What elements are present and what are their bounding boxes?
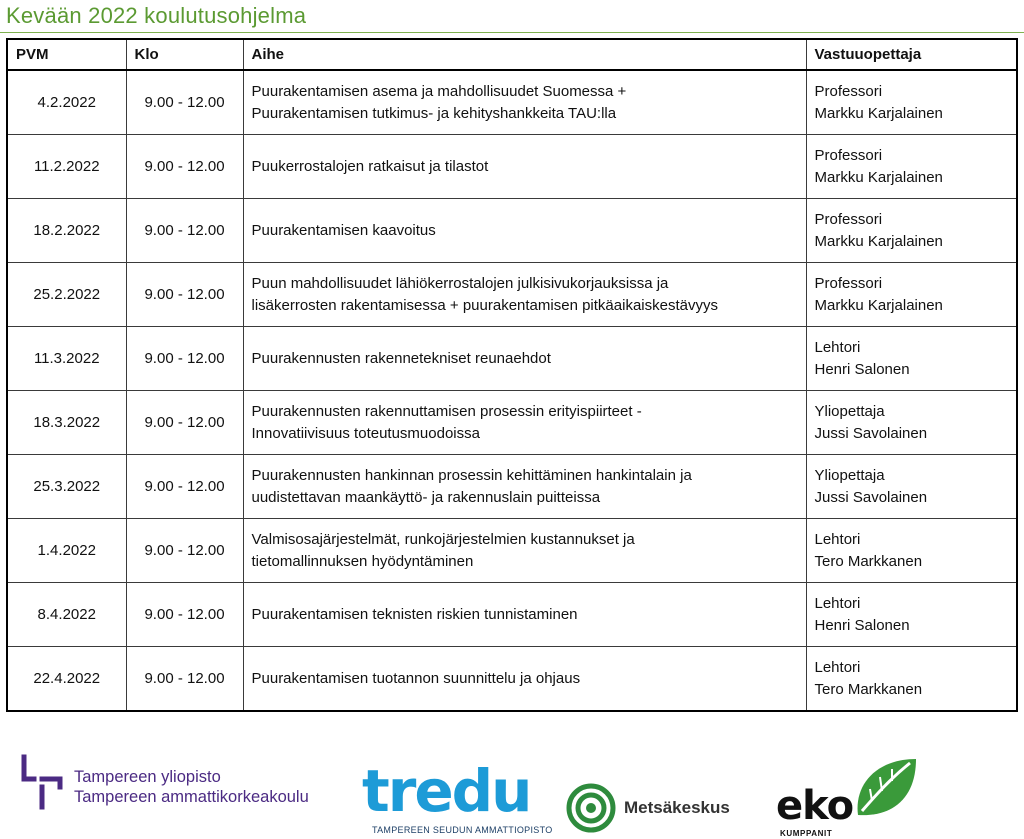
cell-teacher <box>806 199 1017 263</box>
teacher-title: Lehtori <box>814 530 861 548</box>
topic-line: Puurakentamisen kaavoitus <box>251 221 436 239</box>
cell-date: 25.2.2022 <box>7 263 126 327</box>
teacher-title: Professori <box>814 146 883 164</box>
table-row <box>7 647 1017 712</box>
topic-line: Puurakentamisen tuotannon suunnittelu ja ohjaus <box>251 669 581 687</box>
teacher-title: Professori <box>814 274 883 292</box>
table-row <box>7 70 1017 135</box>
header-date: PVM <box>7 39 126 70</box>
cell-teacher <box>806 455 1017 519</box>
teacher-title: Lehtori <box>814 658 861 676</box>
teacher-title: Professori <box>814 210 883 228</box>
cell-time: 9.00 - 12.00 <box>126 327 243 391</box>
title-divider <box>0 32 1024 33</box>
metsakeskus-text: Metsäkeskus <box>624 798 730 817</box>
cell-date: 4.2.2022 <box>7 70 126 135</box>
tredu-wordmark: tredu <box>362 757 531 825</box>
teacher-name: Tero Markkanen <box>814 680 923 698</box>
table-row <box>7 263 1017 327</box>
cell-date: 1.4.2022 <box>7 519 126 583</box>
tuni-line-1: Tampereen yliopisto <box>74 768 221 786</box>
cell-teacher <box>806 519 1017 583</box>
tredu-logo <box>362 757 553 839</box>
topic-line: Puun mahdollisuudet lähiökerrostalojen julkisivukorjauksissa ja <box>251 274 669 292</box>
teacher-name: Markku Karjalainen <box>814 168 943 186</box>
teacher-name: Henri Salonen <box>814 360 910 378</box>
cell-topic <box>243 583 806 647</box>
cell-date: 18.3.2022 <box>7 391 126 455</box>
cell-topic <box>243 391 806 455</box>
cell-teacher <box>806 135 1017 199</box>
topic-line: lisäkerrosten rakentamisessa + puurakentamisen pitkäaikaiskestävyys <box>251 296 718 314</box>
cell-topic <box>243 455 806 519</box>
cell-date: 18.2.2022 <box>7 199 126 263</box>
teacher-title: Lehtori <box>814 338 861 356</box>
cell-date: 11.2.2022 <box>7 135 126 199</box>
topic-line: Puurakennusten hankinnan prosessin kehittäminen hankintalain ja <box>251 466 692 484</box>
teacher-title: Professori <box>814 82 883 100</box>
topic-line: Puurakentamisen asema ja mahdollisuudet Suomessa + <box>251 82 627 100</box>
table-header-row <box>7 39 1017 70</box>
topic-line: Puurakentamisen teknisten riskien tunnistaminen <box>251 605 578 623</box>
topic-line: Puurakennusten rakennetekniset reunaehdot <box>251 349 551 367</box>
tampere-university-logo <box>20 753 350 813</box>
cell-time: 9.00 - 12.00 <box>126 455 243 519</box>
topic-line: uudistettavan maankäyttö- ja rakennuslain puitteissa <box>251 488 601 506</box>
cell-date: 22.4.2022 <box>7 647 126 712</box>
cell-teacher <box>806 327 1017 391</box>
teacher-name: Markku Karjalainen <box>814 104 943 122</box>
cell-date: 8.4.2022 <box>7 583 126 647</box>
cell-teacher <box>806 647 1017 712</box>
cell-topic <box>243 327 806 391</box>
table-row <box>7 519 1017 583</box>
cell-time: 9.00 - 12.00 <box>126 70 243 135</box>
topic-line: Valmisosajärjestelmät, runkojärjestelmien kustannukset ja <box>251 530 635 548</box>
cell-date: 25.3.2022 <box>7 455 126 519</box>
cell-time: 9.00 - 12.00 <box>126 519 243 583</box>
cell-time: 9.00 - 12.00 <box>126 647 243 712</box>
teacher-title: Lehtori <box>814 594 861 612</box>
cell-topic <box>243 519 806 583</box>
eko-kumppanit-logo <box>776 757 926 837</box>
table-row <box>7 199 1017 263</box>
cell-time: 9.00 - 12.00 <box>126 583 243 647</box>
cell-time: 9.00 - 12.00 <box>126 391 243 455</box>
topic-line: tietomallinnuksen hyödyntäminen <box>251 552 474 570</box>
teacher-title: Yliopettaja <box>814 466 885 484</box>
cell-topic <box>243 199 806 263</box>
table-row <box>7 455 1017 519</box>
cell-time: 9.00 - 12.00 <box>126 199 243 263</box>
teacher-name: Jussi Savolainen <box>814 488 928 506</box>
cell-teacher <box>806 583 1017 647</box>
page-title: Kevään 2022 koulutusohjelma <box>6 3 307 28</box>
eko-wordmark: eko <box>776 783 854 829</box>
teacher-name: Markku Karjalainen <box>814 232 943 250</box>
partner-logos <box>0 745 1024 839</box>
tampere-university-logo-icon <box>20 753 66 811</box>
topic-line: Puurakentamisen tutkimus- ja kehityshankkeita TAU:lla <box>251 104 617 122</box>
tredu-subtitle: TAMPEREEN SEUDUN AMMATTIOPISTO <box>372 825 553 835</box>
header-topic: Aihe <box>243 39 806 70</box>
cell-teacher <box>806 391 1017 455</box>
table-row <box>7 327 1017 391</box>
eko-subtitle: KUMPPANIT <box>780 829 833 838</box>
cell-topic <box>243 647 806 712</box>
table-row <box>7 391 1017 455</box>
cell-date: 11.3.2022 <box>7 327 126 391</box>
header-teacher: Vastuuopettaja <box>806 39 1017 70</box>
metsakeskus-logo <box>566 783 766 833</box>
header-time: Klo <box>126 39 243 70</box>
teacher-title: Yliopettaja <box>814 402 885 420</box>
cell-teacher <box>806 263 1017 327</box>
topic-line: Puurakennusten rakennuttamisen prosessin erityispiirteet - <box>251 402 642 420</box>
topic-line: Innovatiivisuus toteutusmuodoissa <box>251 424 480 442</box>
green-leaf-icon <box>850 755 922 821</box>
metsakeskus-target-icon <box>566 783 616 833</box>
teacher-name: Tero Markkanen <box>814 552 923 570</box>
cell-teacher <box>806 70 1017 135</box>
cell-time: 9.00 - 12.00 <box>126 263 243 327</box>
cell-time: 9.00 - 12.00 <box>126 135 243 199</box>
cell-topic <box>243 263 806 327</box>
cell-topic <box>243 135 806 199</box>
cell-topic <box>243 70 806 135</box>
teacher-name: Henri Salonen <box>814 616 910 634</box>
tuni-line-2: Tampereen ammattikorkeakoulu <box>74 788 309 806</box>
table-row <box>7 135 1017 199</box>
topic-line: Puukerrostalojen ratkaisut ja tilastot <box>251 157 489 175</box>
table-row <box>7 583 1017 647</box>
teacher-name: Markku Karjalainen <box>814 296 943 314</box>
teacher-name: Jussi Savolainen <box>814 424 928 442</box>
schedule-table <box>6 38 1018 712</box>
